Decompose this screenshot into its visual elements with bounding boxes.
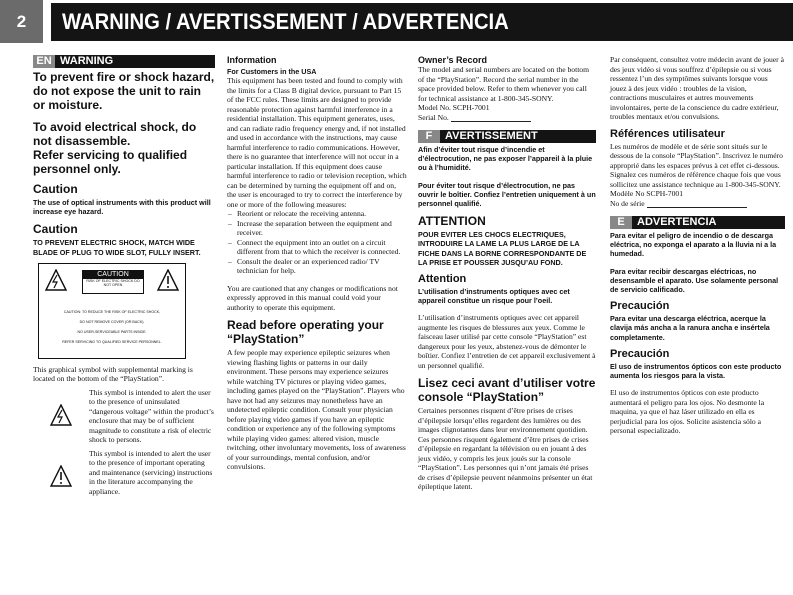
exclamation-warning-icon — [157, 269, 179, 291]
section-title: AVERTISSEMENT — [440, 130, 596, 143]
column-english-warning — [33, 55, 215, 496]
lang-code: EN — [33, 55, 55, 68]
attention-optical: L’utilisation d’instruments optiques avec cet appareil constitue un risque pour l’oeil. — [418, 287, 570, 306]
es-warning-fire: Para evitar el peligro de incendio o de descarga eléctrica, no exponga el aparato a la lluvia ni a la humedad. — [610, 231, 777, 259]
column-owner-record-fr — [418, 55, 596, 492]
page-header — [0, 0, 793, 43]
precaucion-optical-text: El uso de instrumentos ópticos con este producto aumentará el peligro para los ojos. No desmonte la maquina, ya que el haz láser utilizado en ella es perjudicial para los ojos. Solicite asistencia sólo a personal especializado. — [610, 388, 765, 436]
symbol-row — [33, 388, 215, 445]
caution-line: NO USER-SERVICEABLE PARTS INSIDE. — [77, 329, 147, 334]
warning-servicing: Refer servicing to qualified personnel only. — [33, 148, 188, 176]
precaucion-optical: El uso de instrumentos ópticos con este producto aumenta los riesgos para la vista. — [610, 361, 782, 381]
lisez-heading: Lisez ceci avant d’utiliser votre console “PlayStation” — [418, 376, 596, 405]
caution-label-box — [38, 263, 186, 359]
owner-record-text: The model and serial numbers are located on the bottom of the “PlayStation”. Record the serial number in the space provided below. Refer to them whenever you call for technical assistance at 1-800-345-SONY. — [418, 65, 590, 103]
symbol-row — [33, 449, 215, 497]
warning-shock: To avoid electrical shock, do not disassemble. — [33, 120, 197, 148]
caution-line: DO NOT REMOVE COVER (OR BACK). — [79, 319, 145, 324]
epilepsy-text: A few people may experience epileptic seizures when viewing flashing lights or patterns in our daily environment. These persons may experience seizures while watching TV pictures or playing video games, including games played on the “PlayStation”. Players who have not had any seizures may nonetheless have an undetected epileptic condition. Consult your physician before playing video games if you have an epileptic condition or experience any of the following symptoms while playing video games: altered vision, muscle twitching, other involuntary movements, loss of awareness of your surroundings, mental confusion, and/or convulsions. — [227, 348, 406, 471]
read-before-heading: Read before operating your “PlayStation” — [227, 318, 384, 346]
list-item: – Increase the separation between the equipment and receiver. — [237, 219, 407, 238]
section-title: ADVERTENCIA — [632, 216, 785, 229]
attention-plug: POUR EVITER LES CHOCS ELECTRIQUES, INTRODUIRE LA LAME LA PLUS LARGE DE LA FICHE DANS LA BORNE CORRESPONDANTE DE LA PRISE ET POUSSER JUSQU’AU FOND. — [418, 230, 587, 267]
fcc-text: This equipment has been tested and found to comply with the limits for a Class B digital device, pursuant to Part 15 of the FCC rules. These limits are designed to provide reasonable protection against harmful interference in a residential installation. This equipment generates, uses, and can radiate radio frequency energy and, if not installed and used in accordance with the instructions, may cause harmful interference to radio communications. However, there is no guarantee that interference will not occur in a particular installation. If this equipment does cause harmful interference to radio or television reception, which can be determined by turning the equipment off and on, the user is encouraged to try to correct the interference by one or more of the following measures: — [227, 76, 407, 209]
section-title: WARNING — [55, 55, 215, 68]
attention-heading-2: Attention — [418, 273, 467, 286]
list-item: – Reorient or relocate the receiving antenna. — [237, 209, 407, 219]
owner-record-heading: Owner’s Record — [418, 55, 488, 65]
info-subheading: For Customers in the USA — [227, 67, 317, 76]
es-warning-shock: Para evitar recibir descargas eléctricas, no desensamble el aparato. Use solamente personal de servicio calificado. — [610, 266, 779, 295]
column-information — [227, 55, 407, 472]
references-heading: Références utilisateur — [610, 127, 725, 140]
serial-blank — [451, 113, 531, 122]
list-item: – Consult the dealer or an experienced radio/ TV technician for help. — [237, 257, 407, 276]
modification-caution: You are cautioned that any changes or modifications not expressly approved in this manual could void your authority to operate this equipment. — [227, 283, 398, 312]
precaucion-plug: Para evitar una descarga eléctrica, acerque la clavija más ancha a la ranura ancha e insértela completamente. — [610, 314, 770, 342]
precaucion-heading-2: Precaución — [610, 347, 670, 360]
page-number: 2 — [0, 0, 43, 43]
lightning-warning-icon — [49, 404, 73, 426]
section-bar-fr — [418, 130, 596, 143]
fr-warning-fire: Afin d’éviter tout risque d’incendie et d’électrocution, ne pas exposer l’appareil à la pluie ou à l’humidité. — [418, 145, 593, 173]
fr-epilepsy-cont: Par conséquent, consultez votre médecin avant de jouer à des jeux vidéo si vous souffrez d’épilepsie ou si vous ressentez l’un des symptômes suivants lorsque vous jouez à des jeux vidéo : troubles de la vision, contractions musculaires et autres mouvements involontaires, perte de la conscience du cadre extérieur, troubles mentaux et/ou convulsions. — [610, 55, 784, 121]
caution-line: CAUTION: TO REDUCE THE RISK OF ELECTRIC SHOCK, — [63, 309, 161, 314]
warning-fire: To prevent fire or shock hazard, do not expose the unit to rain or moisture. — [33, 70, 215, 112]
section-bar-es — [610, 216, 785, 229]
lisez-text: Certaines personnes risquent d’être prises de crises d’épilepsie lorsqu’elles regardent des lumières ou des images clignotantes dans leur environnement quotidien. Ces personnes risquent également d’être prises de crises d’épilepsie en regardant la télévision ou en jouant à des jeux vidéo, y compris les jeux joués sur la console “PlayStation”. Les personnes qui n’ont jamais été prises de crises d’épilepsie peuvent néanmoins présenter un état épileptique latent. — [418, 406, 593, 492]
fcc-measures-list — [227, 209, 407, 276]
attention-optical-text: L’utilisation d’instruments optiques avec cet appareil augmente les risques de blessures aux yeux. Comme le faisceau laser utilisé par cette console “PlayStation” est dangereux pour les yeux, abstenez-vous de démonter le boîtier. Confiez l’entretien de cet appareil exclusivement à un personnel qualifié. — [418, 313, 596, 370]
caution-label: CAUTION — [83, 271, 143, 279]
symbol-instructions-text: This symbol is intended to alert the user to the presence of important operating and maintenance (servicing) instructions in the literature accompanying the appliance. — [89, 448, 213, 496]
caution-heading: Caution — [33, 182, 78, 196]
info-heading: Information — [227, 55, 277, 65]
precaucion-heading: Precaución — [610, 300, 670, 313]
lang-code: E — [610, 216, 632, 229]
section-bar-en — [33, 55, 215, 68]
symbol-voltage-text: This symbol is intended to alert the user to the presence of uninsulated “dangerous voltage” within the product’s enclosure that may be of sufficient magnitude to constitute a risk of electric shock to persons. — [89, 387, 214, 445]
references-text: Les numéros de modèle et de série sont situés sur le dessous de la console “PlayStation”. Inscrivez le numéro approprié dans les espaces prévus à cet effet ci-dessous. Signalez ces numéros de référence chaque fois que vous sollicitez une assistance technique au 1-800-345-SONY. — [610, 141, 783, 189]
model-number: Model No. SCPH-7001 — [418, 103, 490, 112]
column-fr-es — [610, 55, 785, 436]
fr-model-number: Modèle No SCPH-7001 — [610, 189, 683, 198]
caution-inner-label — [82, 270, 144, 294]
lang-code: F — [418, 130, 440, 143]
caution-heading: Caution — [33, 222, 78, 237]
graphic-note: This graphical symbol with supplemental marking is located on the bottom of the “PlayStation”. — [33, 364, 193, 384]
caution-sub: RISK OF ELECTRIC SHOCK DO NOT OPEN — [86, 278, 140, 288]
lightning-warning-icon — [45, 269, 67, 291]
fr-warning-shock: Pour éviter tout risque d’électrocution, ne pas ouvrir le boîtier. Confiez l’entretien uniquement à un personnel qualifié. — [418, 180, 596, 209]
caution-plug: TO PREVENT ELECTRIC SHOCK, MATCH WIDE BLADE OF PLUG TO WIDE SLOT, FULLY INSERT. — [33, 238, 201, 257]
fr-serial-label: No de série — [610, 198, 645, 208]
attention-heading: ATTENTION — [418, 214, 486, 229]
caution-optical: The use of optical instruments with this product will increase eye hazard. — [33, 198, 211, 217]
exclamation-warning-icon — [49, 465, 73, 487]
list-item: – Connect the equipment into an outlet on a circuit different from that to which the receiver is connected. — [237, 238, 407, 257]
page-title: WARNING / AVERTISSEMENT / ADVERTENCIA — [62, 9, 509, 34]
serial-label: Serial No. — [418, 112, 449, 122]
fr-serial-blank — [647, 199, 747, 208]
caution-line: REFER SERVICING TO QUALIFIED SERVICE PERSONNEL. — [62, 339, 162, 344]
